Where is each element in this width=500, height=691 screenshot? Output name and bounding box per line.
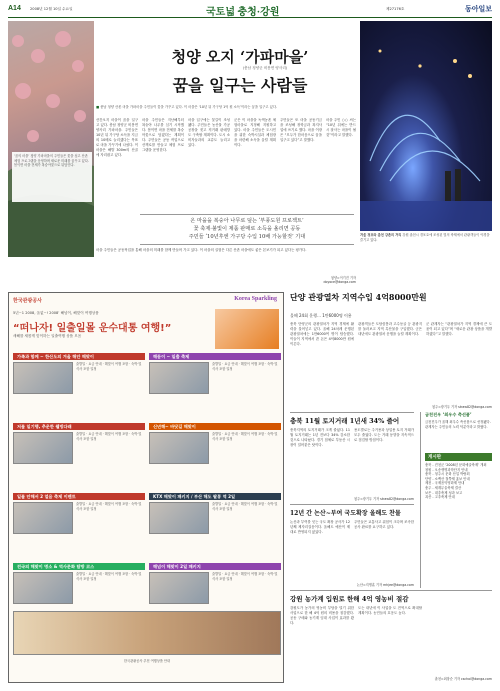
feature-reporter: 청양=이기진 기자 doyoce@donga.com (323, 276, 356, 284)
body-col-3: 마을 입구에는 꽃길이 조성됐다. 주민들은 농산물 가공 공장을 짓고 직거래 판매망도 구축할 계획이다. 도시 소비자들과의 교류도 늘리고 있다. (188, 118, 230, 147)
tourism-advertisement: 한국관광공사 Korea Sparkling 5년~1 2008, 올없~! 2008’ 해넘이, 해맞이 여행상품 “떠나자! 일출일몰 운수대통 여행!” 새해를 새롭게 맞이하는 일출여행 상품 모음 가족과 함께 ~ 한산도의 겨울 해안 해맞이 해돋이 ~ 일출 축제 출발일 · 요금 안내 · 해맞이 여행 포함 · 숙박 및 식사 포함 일정 출발일 · 요금 안내 · 해맞이 여행 포함 · 숙박 및 식사 포함 일정 저물 일기행, 추운한 웰빙다래 신년해~ 바닷길 해맞이 출발일 · 요금 안내 · 해맞이 여행 포함 · 숙박 및 식사 포함 일정 출발일 · 요금 안내 · 해맞이 여행 포함 · 숙박 및 식사 포함 일정 일몰 안해서 2 얼음 축제 이벤트 KTX 해맞이 패키지 / 부산 해도 팔봉 역 2일 출발일 · 요금 안내 · 해맞이 여행 포함 · 숙박 및 식사 포함 일정 출발일 · 요금 안내 · 해맞이 여행 포함 · 숙박 및 식사 포함 일정 전국의 해맞이 명소 & 역사문화 탐방 코스 해넘이 해맞이 2일 패키지 출발일 · 요금 안내 · 해맞이 여행 포함 · 숙박 및 식사 포함 일정 출발일 · 요금 안내 · 해맞이 여행 포함 · 숙박 및 식사 포함 일정 한국관광공사 추천 여행상품 안내 (8, 292, 284, 683)
ad-thumb-7 (13, 572, 73, 604)
night-festival-photo (360, 21, 492, 231)
body-col-5: 주민들은 또 마을 공동기금을 조성해 장학금과 복지사업에 쓰기로 했다. 마을 이장은 “모두가 한마음으로 꿈을 일구고 있다”고 말했다. (280, 118, 322, 142)
feature-title: 청양 오지 ‘가파마을’ (171, 48, 309, 66)
article4-reporter: 논산=지명훈 기자 mhjee@donga.com (356, 583, 414, 587)
article3-title: 충북 11월 토지거래 1년새 34% 줄어 (290, 417, 400, 425)
ad-top-text: 5년~1 2008, 올없~! 2008’ 해넘이, 해맞이 여행상품 (13, 311, 99, 315)
section-title: 국토넓 충청·강원 (206, 7, 280, 18)
sidebar-list-item: 충북 - 청주시 문화 산업 박람회 (425, 472, 470, 477)
article3-col1: 충북지역의 토지거래가 크게 줄었다. 11월 토지거래는 1년 전보다 34% 감소한 것으로 나타났다. 경기 침체로 부동산 시장이 얼어붙은 탓이다. (290, 428, 350, 447)
ad-band-1: 가족과 함께 ~ 한산도의 겨울 해안 해맞이 (13, 353, 145, 360)
article2-subtitle: 올해 24회 운행… 1만6000명 이용 (290, 313, 352, 318)
issue-number: 제27176호 (386, 7, 405, 11)
ad-thumb-4 (149, 432, 209, 464)
body-col-6: 마을 주민 ○○ 씨는 “10년 뒤에는 반드시 잘사는 마을이 될 것”이라고 말했다. (326, 118, 356, 137)
ad-bottom-photo (13, 611, 281, 655)
night-photo-caption: 겨울 경포와 춘천 강촌의 거리 강원 춘천시 경포호에 조성된 빛의 축제에서 관광객들이 야경을 즐기고 있다. (360, 233, 490, 242)
article2-col2: 관광객들은 도담삼봉과 고수동굴 등 관광지를 둘러보고 지역 특산물을 구입했다. 군은 내년에도 관광열차 운행을 늘릴 계획이다. (358, 322, 422, 336)
body-col-1: 산간오지 마을이 꿈을 일구고 있다. 충남 청양군 비봉면 양사리 가파마을. 주민들은 10년 뒤 가구당 소득을 지금의 10배로 늘리겠다는 목표로 마을 가꾸기에 나섰다. 이 마을은 해발 300m의 산골에 자리잡고 있다. (96, 118, 138, 157)
ad-band-8: 해넘이 해맞이 2일 패키지 (149, 563, 281, 570)
sidebar-list-item: 괴산 - 고추축제 안내 (425, 495, 455, 500)
ad-sun-icon (215, 309, 279, 349)
ad-brand-right: Korea Sparkling (234, 296, 277, 302)
article2-title: 단양 관광열차 지역수입 4억8000만원 (290, 292, 427, 302)
article5-col1: 강원도가 농가의 영농비 부담을 덜기 위한 사업으로 한 해 4억 원의 비용을 절감했다. 공동 구매와 농기계 임대 사업이 효과를 봤다. (290, 606, 354, 625)
feature-subtitle: 꿈을 일구는 사람들 (172, 76, 308, 95)
page-number: A14 (8, 5, 21, 12)
sidebar-list-item: 충북 - 진천군 ‘2008년 문화예술축제’ 개최 (425, 463, 487, 467)
ad-thumb-1 (13, 362, 73, 394)
ad-sub: 새해를 새롭게 맞이하는 일출여행 상품 모음 (13, 334, 82, 338)
article2-reporter: 청주=장기우 기자 straw82@donga.com (431, 405, 492, 409)
body-col-4: 군은 이 마을을 녹색농촌 체험마을로 지정해 지원하고 있다. 마을 주민들은 도시민을 위한 숙박시설과 체험장을 마련해 소득을 올릴 계획이다. (234, 118, 276, 147)
pull-quote: 온 마을을 복숭아 나무로 덮는 ‘부풍도원 프로젝트’ 꽃 축제·불빛이 제품 판매로 소득을 올리면 공동 주민들 ‘10년후엔 가구당 수입 10배 가능할것’ 기대 (188, 218, 306, 240)
newspaper-logo: 동아일보 (464, 5, 492, 13)
sidebar-list-item: 보은 - 대추축제 성과 보고 (425, 490, 463, 495)
sidebar-list-item: 단양 - 소백산 철쭉제 홍보 안내 (425, 476, 470, 481)
ad-brand-left: 한국관광공사 (13, 298, 42, 304)
ad-thumb-5 (13, 502, 73, 534)
feature-body-bottom: 마을 주민들은 공동작업을 통해 마을의 미래를 함께 만들어 가고 있다. 이 마을의 실험은 다른 산촌 마을에도 좋은 본보기가 되고 있다는 평가다. (96, 248, 307, 252)
article2-col3: 군 관계자는 “관광열차가 지역 경제에 큰 도움이 되고 있다”며 “새로운 관광 상품을 개발하겠다”고 말했다. (426, 322, 492, 336)
ad-thumb-3 (13, 432, 73, 464)
sidebar-board-title: 게시판 (425, 453, 492, 461)
ad-thumb-8 (149, 572, 209, 604)
ad-thumb-2 (149, 362, 209, 394)
light-arch-art (360, 21, 492, 231)
sidebar-notice-title: 금천진우 ‘최우수 측선품’ (425, 412, 472, 417)
ad-band-4: 신년해~ 바닷길 해맞이 (149, 423, 281, 430)
sidebar-list-item: 청원 - 오송생명과학단지 안내 (425, 467, 468, 472)
masthead (8, 4, 492, 18)
sidebar-list-item: 제천 - 국제음악영화제 안내 (425, 481, 465, 486)
flower-photo-art (8, 21, 94, 257)
sidebar: 금천진우 ‘최우수 측선품’ 금천진우가 올해 최우수 측선품으로 선정됐다. 관계자는 주민들의 노력 덕분이라고 밝혔다. 게시판 충북 - 진천군 ‘2008년 문화예술축제’ 개최 청원 - 오송생명과학단지 안내 충북 - 청주시 문화 산업 박람회 단양 - 소백산 철쭉제 홍보 안내 제천 - 국제음악영화제 안내 충주 - 세계무술축제 결산 보은 - 대추축제 성과 보고 괴산 - 고추축제 안내 (420, 412, 492, 588)
flower-photo (8, 21, 94, 257)
ad-slogan: “떠나자! 일출일몰 운수대통 여행!” (13, 323, 172, 334)
sidebar-list-item: 충주 - 세계무술축제 결산 (425, 485, 462, 490)
ad-band-6: KTX 해맞이 패키지 / 부산 해도 팔봉 역 2일 (149, 493, 281, 500)
article4-title: 12년 간 논산~부여 국도확장 올해도 찬물 (290, 510, 401, 517)
ad-band-3: 저물 일기행, 추운한 웰빙다래 (13, 423, 145, 430)
photo-caption: ■ 충남 청양 산촌 마을 가파마을 주민들이 꽃을 가꾸고 있다. 이 마을은 ‘10년 뒤 가구당 1억 원 소득’이라는 꿈을 일구고 있다. (96, 105, 278, 109)
lead-side-text: ‘꿈의 마을’ 청양 가파마을의 주민들은 꽃을 심고 산촌 체험 프로그램을 운영하며 새로운 미래를 꿈꾸고 있다. 봄이면 마을 전체가 복숭아꽃으로 뒤덮인다. (12, 152, 92, 202)
ad-band-7: 전국의 해맞이 명소 & 역사문화 탐방 코스 (13, 563, 145, 570)
ad-band-5: 일몰 안해서 2 얼음 축제 이벤트 (13, 493, 145, 500)
feature-byline: (충남 청양군 비봉면 양사리) (242, 66, 288, 70)
article5-col2: 도는 내년에 이 사업을 도 전역으로 확대할 계획이다. 농민들의 호응도 높다. (358, 606, 422, 615)
article2-col1: 충북 단양군의 관광열차가 지역 경제에 활력을 불어넣고 있다. 올해 24차례 운행된 관광열차에는 1만6000여 명이 탑승했다. 이들이 지역에서 쓴 돈은 4억8000만 원에 이른다. (290, 322, 354, 346)
article4-col2: 주민들은 교통사고 위험이 크다며 조속한 공사 완료를 요구하고 있다. (354, 520, 414, 529)
ad-band-2: 해돋이 ~ 일출 축제 (149, 353, 281, 360)
article5-title: 강원 농가계 입원로 한해 4억 영농비 절감 (290, 595, 409, 603)
issue-date: 2008년 12월 10일 수요일 (30, 7, 73, 11)
ad-footer: 한국관광공사 추천 여행상품 안내 (123, 659, 171, 663)
article3-col2: 용도별로는 주거용과 상업용 토지 거래가 모두 줄었다. 도는 거래 동향을 지속적으로 점검할 방침이다. (354, 428, 414, 442)
body-col-2: 마을 주민들은 지난해부터 복숭아 나무를 심기 시작했다. 봄이면 마을 전체를 복숭아꽃으로 덮겠다는 계획이다. 주민들은 공동 작업으로 산책로를 만들고 체험 프로그램을 운영한다. (142, 118, 184, 152)
ad-thumb-6 (149, 502, 209, 534)
article4-col1: 논산과 부여를 잇는 국도 확장 공사가 12년째 제자리걸음이다. 올해도 예산이 제대로 반영되지 않았다. (290, 520, 350, 534)
article5-reporter: 춘천=최창순 기자 cschoi@donga.com (434, 677, 492, 681)
article3-reporter: 청주=장기우 기자 straw82@donga.com (353, 497, 414, 501)
